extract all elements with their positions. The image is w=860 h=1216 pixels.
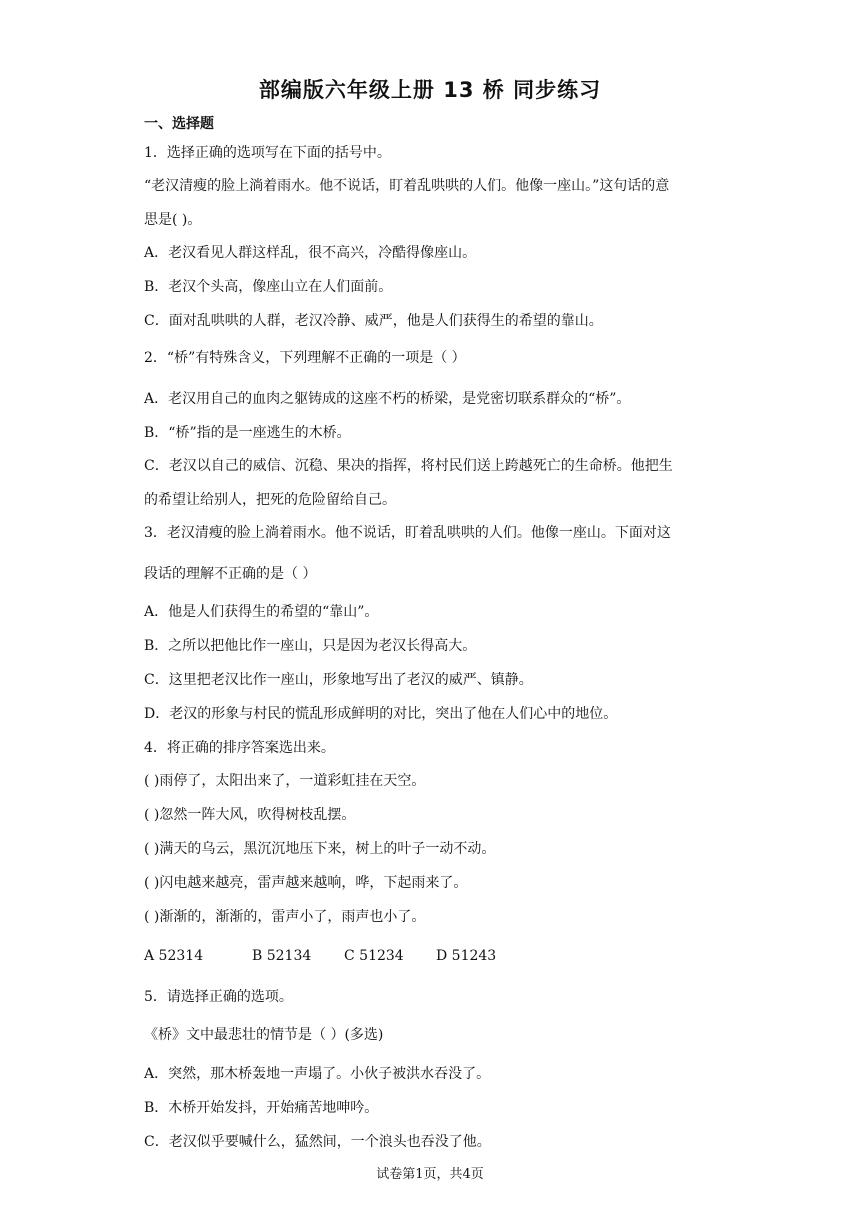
question-2-stem: 2．“桥”有特殊含义，下列理解不正确的一项是（ ） [144,350,466,366]
question-1-option-b: B．老汉个头高，像座山立在人们面前。 [144,279,393,295]
question-4-option-b: B 52134 [252,948,312,964]
section-heading: 一、选择题 [144,116,214,132]
question-5-option-a: A．突然，那木桥轰地一声塌了。小伙子被洪水吞没了。 [144,1066,491,1082]
question-1-quote: “老汉清瘦的脸上淌着雨水。他不说话，盯着乱哄哄的人们。他像一座山。”这句话的意 [144,178,670,194]
question-2-option-a: A．老汉用自己的血肉之躯铸成的这座不朽的桥梁，是党密切联系群众的“桥”。 [144,391,631,407]
question-2-option-b: B．“桥”指的是一座逃生的木桥。 [144,425,351,441]
question-4-sentence-1: ( )雨停了，太阳出来了，一道彩虹挂在天空。 [144,773,426,789]
question-4-option-d: D 51243 [436,948,497,964]
question-4-option-c: C 51234 [344,948,404,964]
question-5-option-c: C．老汉似乎要喊什么，猛然间，一个浪头也吞没了他。 [144,1134,491,1150]
question-1-option-a: A．老汉看见人群这样乱，很不高兴，冷酷得像座山。 [144,245,477,261]
question-4-sentence-3: ( )满天的乌云，黑沉沉地压下来，树上的叶子一动不动。 [144,841,496,857]
question-4-stem: 4．将正确的排序答案选出来。 [144,740,335,756]
question-4-sentence-2: ( )忽然一阵大风，吹得树枝乱摆。 [144,807,356,823]
question-1-quote-cont: 思是( )。 [144,212,202,228]
question-2-option-c: C．老汉以自己的威信、沉稳、果决的指挥，将村民们送上跨越死亡的生命桥。他把生 [144,458,673,474]
question-3-option-d: D．老汉的形象与村民的慌乱形成鲜明的对比，突出了他在人们心中的地位。 [144,706,618,722]
question-1-option-c: C．面对乱哄哄的人群，老汉冷静、威严，他是人们获得生的希望的靠山。 [144,313,603,329]
question-4-sentence-4: ( )闪电越来越亮，雷声越来越响，哗，下起雨来了。 [144,875,468,891]
question-3-option-a: A．他是人们获得生的希望的“靠山”。 [144,604,379,620]
question-4-options [144,946,528,966]
question-2-option-c-cont: 的希望让给别人，把死的危险留给自己。 [144,492,396,508]
question-1-stem: 1．选择正确的选项写在下面的括号中。 [144,145,391,161]
question-5-sub: 《桥》文中最悲壮的情节是（ ）(多选) [144,1027,384,1043]
question-3-stem: 3．老汉清瘦的脸上淌着雨水。他不说话，盯着乱哄哄的人们。他像一座山。下面对这 [144,525,671,541]
question-4-sentence-5: ( )渐渐的，渐渐的，雷声小了，雨声也小了。 [144,909,426,925]
question-5-option-b: B．木桥开始发抖，开始痛苦地呻吟。 [144,1100,379,1116]
question-5-stem: 5．请选择正确的选项。 [144,989,293,1005]
question-4-option-a: A 52314 [144,948,204,964]
question-3-option-b: B．之所以把他比作一座山，只是因为老汉长得高大。 [144,638,477,654]
question-3-option-c: C．这里把老汉比作一座山，形象地写出了老汉的威严、镇静。 [144,672,533,688]
question-3-stem-cont: 段话的理解不正确的是（ ） [144,566,317,582]
page-title: 部编版六年级上册 13 桥 同步练习 [258,78,602,102]
page-footer: 试卷第1页，共4页 [376,1167,484,1182]
